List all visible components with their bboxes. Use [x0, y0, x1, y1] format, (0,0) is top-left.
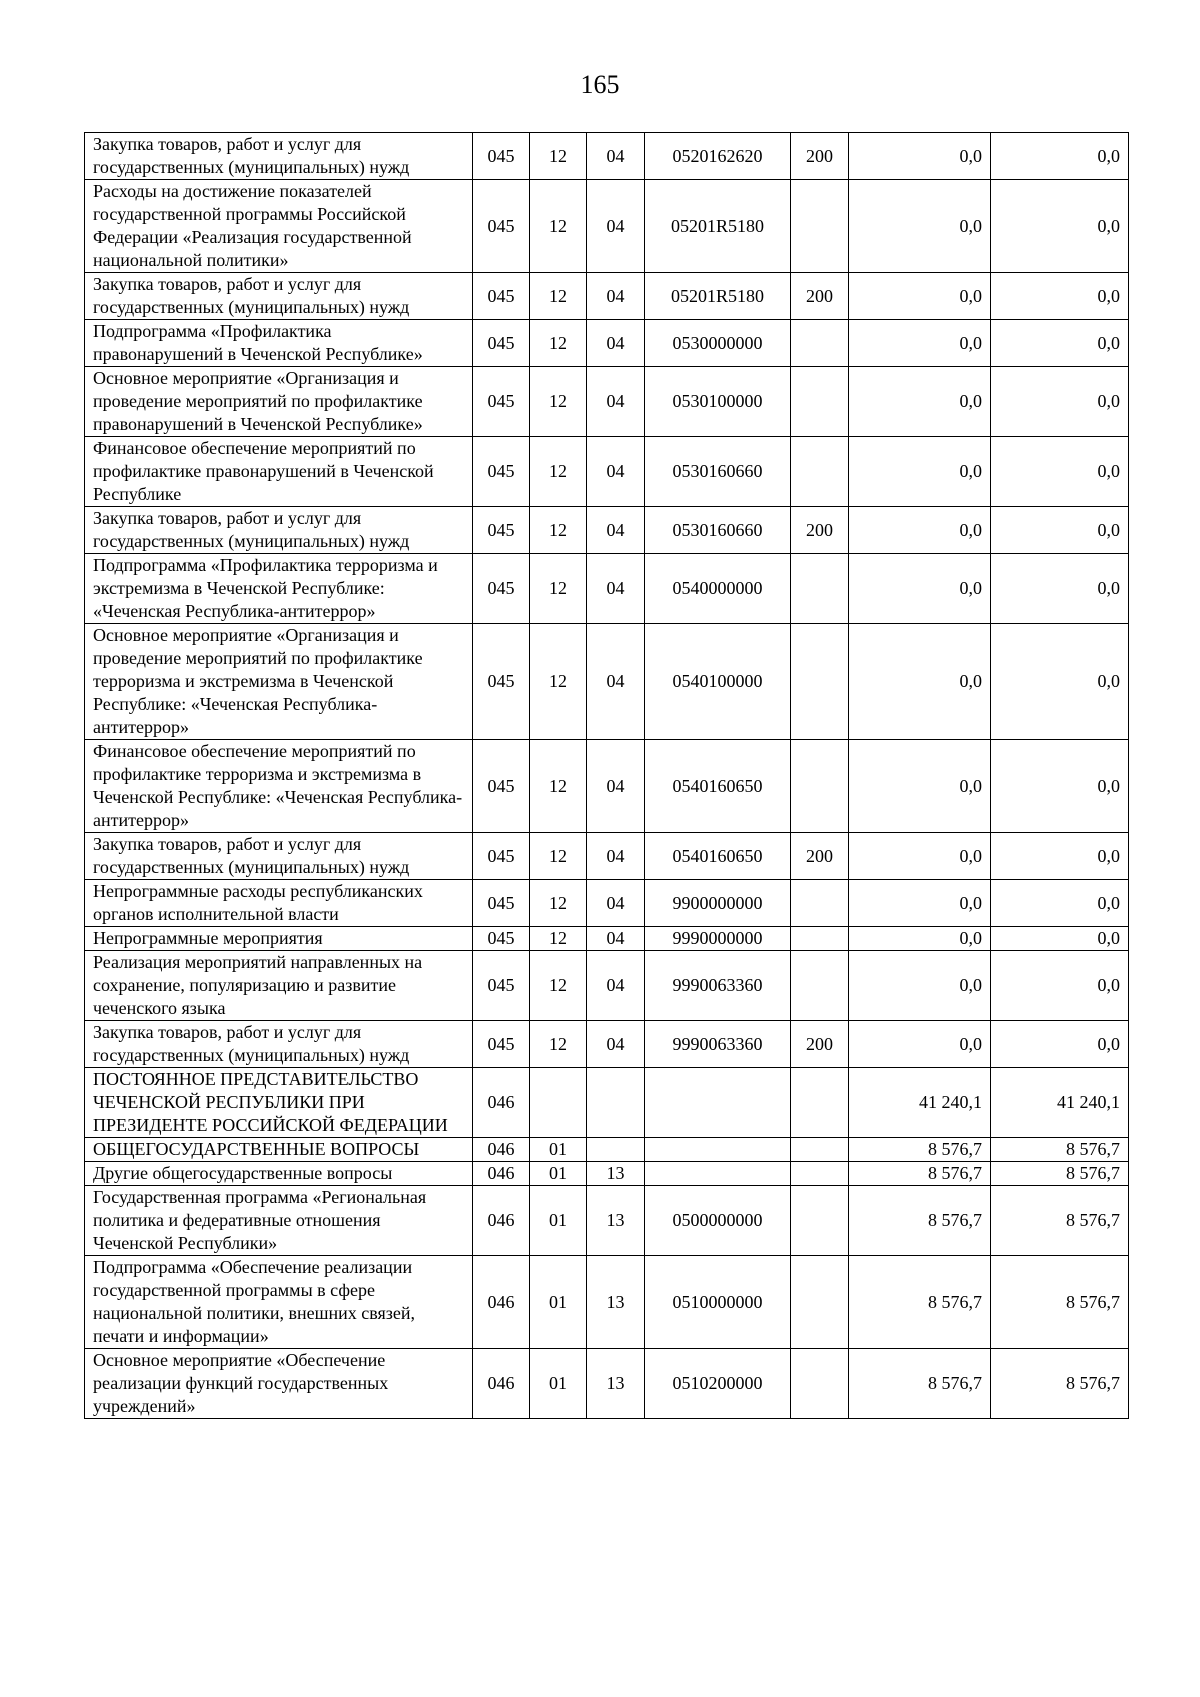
- table-row: [85, 880, 1129, 927]
- section-code-cell: 12: [530, 1021, 587, 1068]
- target-article-cell: 0530160660: [645, 507, 791, 554]
- subsection-code-cell: 13: [587, 1162, 645, 1186]
- amount-2-cell: 0,0: [991, 880, 1129, 927]
- ministry-code-cell: 046: [473, 1256, 530, 1349]
- amount-1-cell: 8 576,7: [849, 1186, 991, 1256]
- subsection-code-cell: 04: [587, 367, 645, 437]
- row-name-cell: Подпрограмма «Профилактика правонарушений в Чеченской Республике»: [85, 320, 473, 367]
- amount-2-cell: 0,0: [991, 740, 1129, 833]
- ministry-code-cell: 046: [473, 1162, 530, 1186]
- ministry-code-cell: 045: [473, 880, 530, 927]
- amount-1-cell: 0,0: [849, 833, 991, 880]
- section-code-cell: 12: [530, 880, 587, 927]
- ministry-code-cell: 045: [473, 273, 530, 320]
- expense-type-cell: [791, 951, 849, 1021]
- ministry-code-cell: 045: [473, 554, 530, 624]
- target-article-cell: 0530160660: [645, 437, 791, 507]
- expense-type-cell: 200: [791, 273, 849, 320]
- target-article-cell: [645, 1138, 791, 1162]
- ministry-code-cell: 045: [473, 1021, 530, 1068]
- ministry-code-cell: 045: [473, 437, 530, 507]
- table-row: [85, 320, 1129, 367]
- section-code-cell: 12: [530, 740, 587, 833]
- expense-type-cell: [791, 554, 849, 624]
- table-row: [85, 1068, 1129, 1138]
- subsection-code-cell: 13: [587, 1256, 645, 1349]
- section-code-cell: 12: [530, 951, 587, 1021]
- target-article-cell: 0510200000: [645, 1349, 791, 1419]
- expense-type-cell: [791, 927, 849, 951]
- amount-1-cell: 0,0: [849, 951, 991, 1021]
- table-row: [85, 1162, 1129, 1186]
- table-row: [85, 1256, 1129, 1349]
- table-row: [85, 437, 1129, 507]
- amount-1-cell: 0,0: [849, 367, 991, 437]
- table-row: [85, 554, 1129, 624]
- expense-type-cell: [791, 1186, 849, 1256]
- section-code-cell: 12: [530, 180, 587, 273]
- row-name-cell: Другие общегосударственные вопросы: [85, 1162, 473, 1186]
- ministry-code-cell: 045: [473, 951, 530, 1021]
- expense-type-cell: [791, 1256, 849, 1349]
- subsection-code-cell: 04: [587, 320, 645, 367]
- subsection-code-cell: 04: [587, 740, 645, 833]
- amount-1-cell: 0,0: [849, 740, 991, 833]
- subsection-code-cell: 04: [587, 880, 645, 927]
- ministry-code-cell: 045: [473, 507, 530, 554]
- target-article-cell: [645, 1068, 791, 1138]
- target-article-cell: 9990063360: [645, 1021, 791, 1068]
- ministry-code-cell: 046: [473, 1349, 530, 1419]
- amount-1-cell: 0,0: [849, 133, 991, 180]
- amount-2-cell: 0,0: [991, 273, 1129, 320]
- table-row: [85, 1138, 1129, 1162]
- amount-2-cell: 41 240,1: [991, 1068, 1129, 1138]
- target-article-cell: 0520162620: [645, 133, 791, 180]
- target-article-cell: 05201R5180: [645, 273, 791, 320]
- expense-type-cell: [791, 740, 849, 833]
- amount-1-cell: 0,0: [849, 437, 991, 507]
- table-row: [85, 273, 1129, 320]
- amount-2-cell: 8 576,7: [991, 1162, 1129, 1186]
- section-code-cell: 01: [530, 1256, 587, 1349]
- row-name-cell: Финансовое обеспечение мероприятий по профилактике правонарушений в Чеченской Республике: [85, 437, 473, 507]
- table-row: [85, 180, 1129, 273]
- amount-2-cell: 0,0: [991, 367, 1129, 437]
- amount-1-cell: 0,0: [849, 180, 991, 273]
- subsection-code-cell: 04: [587, 833, 645, 880]
- row-name-cell: Основное мероприятие «Обеспечение реализации функций государственных учреждений»: [85, 1349, 473, 1419]
- row-name-cell: Закупка товаров, работ и услуг для государственных (муниципальных) нужд: [85, 133, 473, 180]
- expense-type-cell: [791, 1138, 849, 1162]
- amount-1-cell: 0,0: [849, 273, 991, 320]
- subsection-code-cell: 04: [587, 1021, 645, 1068]
- section-code-cell: 12: [530, 273, 587, 320]
- expense-type-cell: [791, 1068, 849, 1138]
- amount-2-cell: 8 576,7: [991, 1138, 1129, 1162]
- amount-1-cell: 0,0: [849, 927, 991, 951]
- subsection-code-cell: 04: [587, 133, 645, 180]
- table-row: [85, 740, 1129, 833]
- target-article-cell: 0540160650: [645, 833, 791, 880]
- row-name-cell: Государственная программа «Региональная политика и федеративные отношения Чеченской Республики»: [85, 1186, 473, 1256]
- subsection-code-cell: 04: [587, 437, 645, 507]
- ministry-code-cell: 045: [473, 180, 530, 273]
- amount-1-cell: 8 576,7: [849, 1349, 991, 1419]
- amount-1-cell: 0,0: [849, 880, 991, 927]
- expense-type-cell: 200: [791, 1021, 849, 1068]
- section-code-cell: 12: [530, 624, 587, 740]
- target-article-cell: 0530000000: [645, 320, 791, 367]
- amount-2-cell: 0,0: [991, 1021, 1129, 1068]
- amount-1-cell: 8 576,7: [849, 1256, 991, 1349]
- amount-1-cell: 0,0: [849, 507, 991, 554]
- target-article-cell: 0540160650: [645, 740, 791, 833]
- subsection-code-cell: 13: [587, 1349, 645, 1419]
- section-code-cell: 12: [530, 367, 587, 437]
- row-name-cell: Реализация мероприятий направленных на сохранение, популяризацию и развитие чеченского языка: [85, 951, 473, 1021]
- row-name-cell: Подпрограмма «Обеспечение реализации государственной программы в сфере национальной политики, внешних связей, печати и информации»: [85, 1256, 473, 1349]
- amount-1-cell: 0,0: [849, 624, 991, 740]
- target-article-cell: [645, 1162, 791, 1186]
- amount-2-cell: 8 576,7: [991, 1349, 1129, 1419]
- ministry-code-cell: 045: [473, 320, 530, 367]
- subsection-code-cell: 04: [587, 951, 645, 1021]
- ministry-code-cell: 045: [473, 927, 530, 951]
- amount-1-cell: 8 576,7: [849, 1162, 991, 1186]
- table-row: [85, 1021, 1129, 1068]
- amount-2-cell: 0,0: [991, 554, 1129, 624]
- subsection-code-cell: 13: [587, 1186, 645, 1256]
- subsection-code-cell: [587, 1068, 645, 1138]
- table-row: [85, 624, 1129, 740]
- target-article-cell: 9990000000: [645, 927, 791, 951]
- expense-type-cell: [791, 367, 849, 437]
- row-name-cell: Непрограммные мероприятия: [85, 927, 473, 951]
- row-name-cell: Закупка товаров, работ и услуг для государственных (муниципальных) нужд: [85, 833, 473, 880]
- amount-2-cell: 0,0: [991, 133, 1129, 180]
- table-row: [85, 1349, 1129, 1419]
- ministry-code-cell: 045: [473, 367, 530, 437]
- ministry-code-cell: 045: [473, 833, 530, 880]
- budget-table: [84, 132, 1129, 1419]
- expense-type-cell: [791, 320, 849, 367]
- ministry-code-cell: 045: [473, 740, 530, 833]
- expense-type-cell: 200: [791, 133, 849, 180]
- target-article-cell: 0500000000: [645, 1186, 791, 1256]
- ministry-code-cell: 046: [473, 1068, 530, 1138]
- section-code-cell: 01: [530, 1138, 587, 1162]
- subsection-code-cell: 04: [587, 507, 645, 554]
- section-code-cell: 12: [530, 133, 587, 180]
- row-name-cell: Основное мероприятие «Организация и проведение мероприятий по профилактике правонарушений в Чеченской Республике»: [85, 367, 473, 437]
- section-code-cell: 12: [530, 927, 587, 951]
- subsection-code-cell: 04: [587, 180, 645, 273]
- ministry-code-cell: 045: [473, 624, 530, 740]
- table-row: [85, 133, 1129, 180]
- ministry-code-cell: 045: [473, 133, 530, 180]
- expense-type-cell: [791, 437, 849, 507]
- subsection-code-cell: 04: [587, 927, 645, 951]
- amount-2-cell: 0,0: [991, 180, 1129, 273]
- subsection-code-cell: 04: [587, 624, 645, 740]
- amount-2-cell: 0,0: [991, 927, 1129, 951]
- amount-2-cell: 0,0: [991, 507, 1129, 554]
- row-name-cell: Основное мероприятие «Организация и проведение мероприятий по профилактике терроризма и экстремизма в Чеченской Республике: «Чеченская Республика-антитеррор»: [85, 624, 473, 740]
- amount-2-cell: 0,0: [991, 833, 1129, 880]
- subsection-code-cell: 04: [587, 273, 645, 320]
- table-row: [85, 507, 1129, 554]
- row-name-cell: Закупка товаров, работ и услуг для государственных (муниципальных) нужд: [85, 1021, 473, 1068]
- amount-1-cell: 0,0: [849, 320, 991, 367]
- amount-2-cell: 0,0: [991, 320, 1129, 367]
- section-code-cell: 12: [530, 437, 587, 507]
- table-row: [85, 1186, 1129, 1256]
- target-article-cell: 9900000000: [645, 880, 791, 927]
- table-row: [85, 951, 1129, 1021]
- target-article-cell: 05201R5180: [645, 180, 791, 273]
- amount-1-cell: 0,0: [849, 554, 991, 624]
- row-name-cell: Расходы на достижение показателей государственной программы Российской Федерации «Реализация государственной национальной политики»: [85, 180, 473, 273]
- table-body: [85, 133, 1129, 1419]
- target-article-cell: 0530100000: [645, 367, 791, 437]
- section-code-cell: 12: [530, 507, 587, 554]
- table-row: [85, 927, 1129, 951]
- ministry-code-cell: 046: [473, 1186, 530, 1256]
- table-row: [85, 833, 1129, 880]
- row-name-cell: Закупка товаров, работ и услуг для государственных (муниципальных) нужд: [85, 507, 473, 554]
- expense-type-cell: [791, 624, 849, 740]
- amount-2-cell: 8 576,7: [991, 1186, 1129, 1256]
- amount-1-cell: 0,0: [849, 1021, 991, 1068]
- target-article-cell: 0540000000: [645, 554, 791, 624]
- target-article-cell: 0540100000: [645, 624, 791, 740]
- amount-2-cell: 0,0: [991, 951, 1129, 1021]
- section-code-cell: 12: [530, 833, 587, 880]
- row-name-cell: Закупка товаров, работ и услуг для государственных (муниципальных) нужд: [85, 273, 473, 320]
- amount-1-cell: 8 576,7: [849, 1138, 991, 1162]
- expense-type-cell: [791, 1349, 849, 1419]
- expense-type-cell: [791, 180, 849, 273]
- row-name-cell: Подпрограмма «Профилактика терроризма и экстремизма в Чеченской Республике: «Чеченская Республика-антитеррор»: [85, 554, 473, 624]
- page-number: 165: [580, 70, 620, 99]
- section-code-cell: 12: [530, 554, 587, 624]
- amount-2-cell: 8 576,7: [991, 1256, 1129, 1349]
- section-code-cell: 01: [530, 1162, 587, 1186]
- target-article-cell: 9990063360: [645, 951, 791, 1021]
- section-code-cell: 12: [530, 320, 587, 367]
- row-name-cell: Финансовое обеспечение мероприятий по профилактике терроризма и экстремизма в Чеченской Республике: «Чеченская Республика-антитеррор»: [85, 740, 473, 833]
- expense-type-cell: [791, 1162, 849, 1186]
- table-row: [85, 367, 1129, 437]
- row-name-cell: Непрограммные расходы республиканских органов исполнительной власти: [85, 880, 473, 927]
- target-article-cell: 0510000000: [645, 1256, 791, 1349]
- row-name-cell: ОБЩЕГОСУДАРСТВЕННЫЕ ВОПРОСЫ: [85, 1138, 473, 1162]
- subsection-code-cell: [587, 1138, 645, 1162]
- row-name-cell: ПОСТОЯННОЕ ПРЕДСТАВИТЕЛЬСТВО ЧЕЧЕНСКОЙ РЕСПУБЛИКИ ПРИ ПРЕЗИДЕНТЕ РОССИЙСКОЙ ФЕДЕРАЦИИ: [85, 1068, 473, 1138]
- ministry-code-cell: 046: [473, 1138, 530, 1162]
- amount-1-cell: 41 240,1: [849, 1068, 991, 1138]
- amount-2-cell: 0,0: [991, 437, 1129, 507]
- expense-type-cell: 200: [791, 833, 849, 880]
- section-code-cell: 01: [530, 1349, 587, 1419]
- section-code-cell: [530, 1068, 587, 1138]
- subsection-code-cell: 04: [587, 554, 645, 624]
- expense-type-cell: [791, 880, 849, 927]
- section-code-cell: 01: [530, 1186, 587, 1256]
- expense-type-cell: 200: [791, 507, 849, 554]
- amount-2-cell: 0,0: [991, 624, 1129, 740]
